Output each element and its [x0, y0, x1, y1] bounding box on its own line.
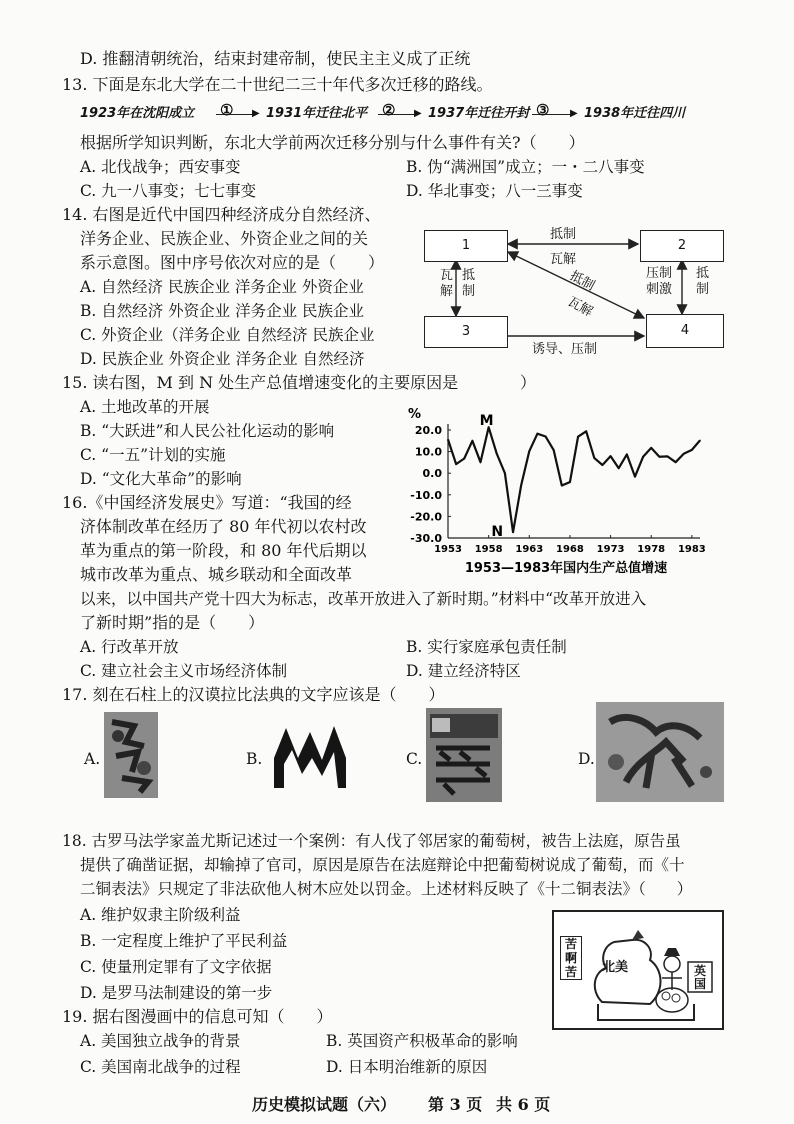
footer-title: 历史模拟试题（六） — [252, 1095, 397, 1114]
route-marker-2: ② — [382, 101, 396, 119]
q14-option-a: A. 自然经济 民族企业 洋务企业 外资企业 — [80, 278, 364, 296]
data-point — [675, 461, 677, 463]
q19-stem: 19. 据右图漫画中的信息可知（ ） — [62, 1007, 333, 1026]
data-point — [528, 450, 530, 452]
chart-title: 1953—1983年国内生产总值增速 — [464, 561, 668, 576]
q16-line-1: 16.《中国经济发展史》写道：“我国的经 — [62, 493, 352, 512]
data-point — [553, 449, 555, 451]
q15-option-c: C. “一五”计划的实施 — [80, 446, 226, 464]
x-tick-label: 1953 — [434, 544, 462, 555]
data-point — [455, 463, 457, 465]
q15-stem-end: ） — [520, 373, 537, 392]
label-diagonal-a: 抵制 — [567, 268, 598, 294]
label-britain-flag: 英国 — [693, 964, 706, 991]
label-top-under: 瓦解 — [550, 252, 577, 267]
data-point — [504, 472, 506, 474]
q14-stem-3: 系示意图。图中序号依次对应的是（ ） — [80, 253, 385, 272]
gdp-growth-chart — [404, 404, 714, 584]
data-point — [699, 440, 701, 442]
q19-option-d: D. 日本明治维新的原因 — [326, 1058, 488, 1076]
diagram-box-1: 1 — [424, 230, 508, 262]
q18-option-b: B. 一定程度上维护了平民利益 — [80, 932, 288, 950]
data-point — [618, 467, 620, 469]
label-left-b: 抵制 — [462, 268, 476, 299]
label-left-a: 瓦解 — [440, 268, 454, 299]
q18-option-d: D. 是罗马法制建设的第一步 — [80, 984, 273, 1002]
q19-option-b: B. 英国资产积极革命的影响 — [326, 1032, 518, 1050]
gdp-growth-line — [448, 427, 700, 532]
y-tick-label: -30.0 — [410, 532, 442, 545]
x-tick-label: 1978 — [637, 544, 666, 555]
q15-option-b: B. “大跃进”和人民公社化运动的影响 — [80, 422, 335, 440]
rock-carving-image-d — [596, 702, 724, 802]
route-step-1: 1923年在沈阳成立 — [80, 106, 195, 121]
data-point — [602, 464, 604, 466]
q17-stem: 17. 刻在石柱上的汉谟拉比法典的文字应该是（ ） — [62, 685, 445, 704]
data-point — [683, 453, 685, 455]
q19-option-a: A. 美国独立战争的背景 — [80, 1032, 241, 1050]
label-right-b: 抵制 — [696, 266, 710, 297]
data-point — [463, 458, 465, 460]
q15-option-d: D. “文化大革命”的影响 — [80, 470, 242, 488]
cuneiform-column-image-c — [426, 708, 502, 802]
x-tick-label: 1973 — [596, 544, 625, 555]
q14-option-d: D. 民族企业 外资企业 洋务企业 自然经济 — [80, 350, 365, 368]
x-tick-label: 1963 — [515, 544, 544, 555]
q19-option-c: C. 美国南北战争的过程 — [80, 1058, 241, 1076]
route-marker-1: ① — [220, 101, 234, 119]
x-tick-label: 1958 — [474, 544, 503, 555]
y-tick-label: 20.0 — [414, 424, 442, 437]
q12-option-d: D. 推翻清朝统治，结束封建帝制，使民主主义成了正统 — [80, 49, 471, 68]
q15-stem: 15. 读右图，M 到 N 处生产总值增速变化的主要原因是 — [62, 373, 459, 392]
q13-option-a: A. 北伐战争；西安事变 — [80, 158, 241, 176]
data-point — [626, 454, 628, 456]
q15-option-a: A. 土地改革的开展 — [80, 398, 210, 416]
label-diagonal-b: 瓦解 — [565, 294, 596, 320]
diagram-box-2: 2 — [640, 230, 724, 262]
q16-option-a: A. 行改革开放 — [80, 638, 179, 656]
q16-line-4: 城市改革为重点、城乡联动和全面改革 — [80, 565, 353, 584]
annotation-m: M — [479, 413, 494, 430]
data-point — [447, 439, 449, 441]
label-north-america: 北美 — [602, 960, 629, 975]
route-step-2: 1931年迁往北平 — [266, 106, 368, 121]
annotation-n: N — [491, 524, 504, 541]
q13-question: 根据所学知识判断，东北大学前两次迁移分别与什么事件有关?（ ） — [80, 133, 585, 152]
q16-line-5: 以来，以中国共产党十四大为标志，改革开放进入了新时期。”材料中“改革开放进入 — [80, 590, 647, 608]
q17-label-b: B. — [246, 750, 263, 768]
y-axis-label: % — [408, 407, 422, 422]
data-point — [512, 531, 514, 533]
data-point — [537, 433, 539, 435]
data-point — [594, 457, 596, 459]
q18-line-1: 18. 古罗马法学家盖尤斯记述过一个案例：有人伐了邻居家的葡萄树，被告上法庭，原告虽 — [62, 832, 681, 850]
data-point — [659, 456, 661, 458]
label-right-a: 压制刺激 — [646, 266, 673, 297]
data-point — [650, 447, 652, 449]
q16-line-2: 济体制改革在经历了 80 年代初以农村改 — [80, 517, 367, 536]
x-tick-label: 1968 — [556, 544, 584, 555]
q16-line-6: 了新时期”指的是（ ） — [80, 613, 265, 632]
footer-page: 第 3 页 — [428, 1095, 483, 1114]
data-point — [577, 436, 579, 438]
q17-label-c: C. — [406, 750, 423, 768]
q13-route: 1923年在沈阳成立 ① ▶ 1931年迁往北平 ② ▶ 1937年迁往开封 ③ ▶ 1938年迁往四川 — [80, 101, 686, 121]
data-point — [561, 485, 563, 487]
diagram-box-4: 4 — [646, 314, 724, 348]
data-point — [642, 456, 644, 458]
q18-option-a: A. 维护奴隶主阶级利益 — [80, 906, 241, 924]
sign-left: 苦啊苦 — [560, 936, 582, 980]
q16-option-c: C. 建立社会主义市场经济体制 — [80, 662, 288, 680]
y-tick-label: 0.0 — [422, 467, 442, 481]
q16-line-3: 革为重点的第一阶段，和 80 年代后期以 — [80, 541, 367, 560]
q13-option-d: D. 华北事变；八一三事变 — [406, 182, 583, 200]
route-step-4: 1938年迁往四川 — [584, 106, 686, 121]
route-step-3: 1937年迁往开封 — [428, 106, 530, 121]
label-top: 抵制 — [550, 227, 577, 242]
y-tick-label: -20.0 — [410, 510, 442, 524]
route-marker-3: ③ — [536, 101, 550, 119]
q18-line-3: 二铜表法》只规定了非法砍他人树木应处以罚金。上述材料反映了《十二铜表法》（ ） — [80, 880, 693, 898]
q13-stem: 13. 下面是东北大学在二十世纪二三十年代多次迁移的路线。 — [62, 75, 493, 94]
q14-stem-2: 洋务企业、民族企业、外资企业之间的关 — [80, 229, 369, 248]
data-point — [585, 430, 587, 432]
data-point — [634, 476, 636, 478]
q18-line-2: 提供了确凿证据，却输掉了官司，原因是原告在法庭辩论中把葡萄树说成了葡萄，而《十 — [80, 856, 685, 874]
data-point — [691, 449, 693, 451]
q14-option-b: B. 自然经济 外资企业 洋务企业 民族企业 — [80, 302, 365, 320]
hieroglyph-mountains-image-b — [268, 718, 352, 794]
q17-label-a: A. — [84, 750, 101, 768]
y-tick-label: 10.0 — [414, 445, 442, 459]
data-point — [520, 484, 522, 486]
x-tick-label: 1983 — [677, 544, 706, 555]
footer-total: 共 6 页 — [496, 1095, 551, 1114]
q14-stem-1: 14. 右图是近代中国四种经济成分自然经济、 — [62, 205, 381, 224]
q14-option-c: C. 外资企业（洋务企业 自然经济 民族企业 — [80, 326, 375, 344]
data-point — [496, 453, 498, 455]
cartoon-image — [552, 910, 724, 1030]
q18-option-c: C. 使量刑定罪有了文字依据 — [80, 958, 272, 976]
data-point — [472, 440, 474, 442]
data-point — [667, 456, 669, 458]
q16-option-d: D. 建立经济特区 — [406, 662, 521, 680]
y-tick-label: -10.0 — [410, 488, 442, 502]
diagram-box-3: 3 — [424, 316, 508, 348]
economy-relation-diagram — [420, 218, 726, 358]
data-point — [569, 481, 571, 483]
q17-label-d: D. — [578, 750, 595, 768]
q13-option-c: C. 九一八事变；七七事变 — [80, 182, 257, 200]
cuneiform-stone-image-a — [104, 712, 158, 798]
data-point — [545, 436, 547, 438]
q13-option-b: B. 伪“满洲国”成立；一・二八事变 — [406, 158, 645, 176]
data-point — [610, 455, 612, 457]
chart-plot — [404, 404, 714, 584]
q16-option-b: B. 实行家庭承包责任制 — [406, 638, 567, 656]
label-bottom: 诱导、压制 — [532, 342, 598, 357]
data-point — [480, 461, 482, 463]
